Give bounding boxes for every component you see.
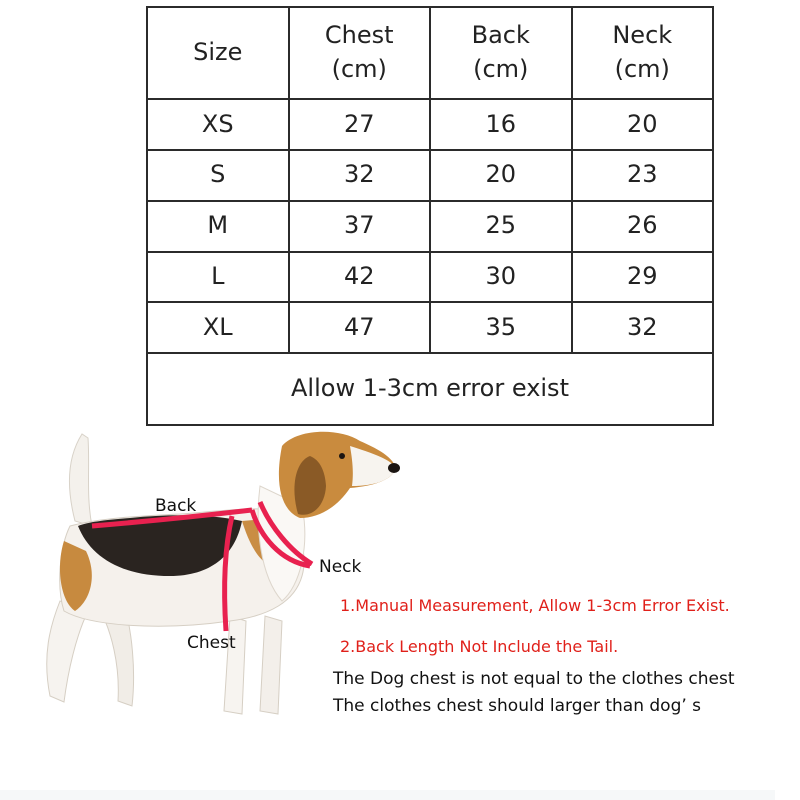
label-chest: Chest [187, 633, 236, 653]
header-back [430, 7, 572, 99]
cell-back: 30 [430, 252, 572, 303]
table-row [147, 99, 713, 150]
table-note: Allow 1-3cm error exist [147, 353, 713, 425]
cell-neck: 29 [572, 252, 714, 303]
note-chest-not-equal: The Dog chest is not equal to the clothes chest [333, 669, 735, 689]
cell-back: 25 [430, 201, 572, 252]
cell-chest: 27 [289, 99, 431, 150]
cell-size: L [147, 252, 289, 303]
table-row [147, 150, 713, 201]
table-row [147, 252, 713, 303]
header-size-label: Size [193, 38, 243, 67]
header-neck-label: Neck [612, 21, 673, 50]
header-chest-unit: (cm) [331, 55, 387, 83]
note-back-length: 2.Back Length Not Include the Tail. [340, 637, 619, 656]
cell-back: 16 [430, 99, 572, 150]
table-row [147, 201, 713, 252]
header-neck [572, 7, 714, 99]
table-header-row [147, 7, 713, 99]
cell-size: XS [147, 99, 289, 150]
cell-size: M [147, 201, 289, 252]
header-chest [289, 7, 431, 99]
note-manual-measurement: 1.Manual Measurement, Allow 1-3cm Error Exist. [340, 596, 730, 615]
cell-size: S [147, 150, 289, 201]
table-note-row [147, 353, 713, 425]
size-table [146, 6, 714, 426]
cell-back: 20 [430, 150, 572, 201]
size-chart [146, 6, 714, 426]
cell-neck: 26 [572, 201, 714, 252]
cell-size: XL [147, 302, 289, 353]
header-neck-unit: (cm) [614, 55, 670, 83]
cell-neck: 23 [572, 150, 714, 201]
label-neck: Neck [319, 557, 362, 577]
cell-chest: 47 [289, 302, 431, 353]
note-clothes-larger: The clothes chest should larger than dog’ s [333, 696, 702, 716]
cell-back: 35 [430, 302, 572, 353]
table-row [147, 302, 713, 353]
cell-neck: 20 [572, 99, 714, 150]
header-back-label: Back [471, 21, 530, 50]
cell-neck: 32 [572, 302, 714, 353]
dog-measurement-illustration [20, 426, 420, 736]
header-chest-label: Chest [324, 21, 394, 50]
cell-chest: 32 [289, 150, 431, 201]
header-size [147, 7, 289, 99]
label-back: Back [155, 496, 197, 516]
cell-chest: 42 [289, 252, 431, 303]
header-back-unit: (cm) [473, 55, 529, 83]
cell-chest: 37 [289, 201, 431, 252]
